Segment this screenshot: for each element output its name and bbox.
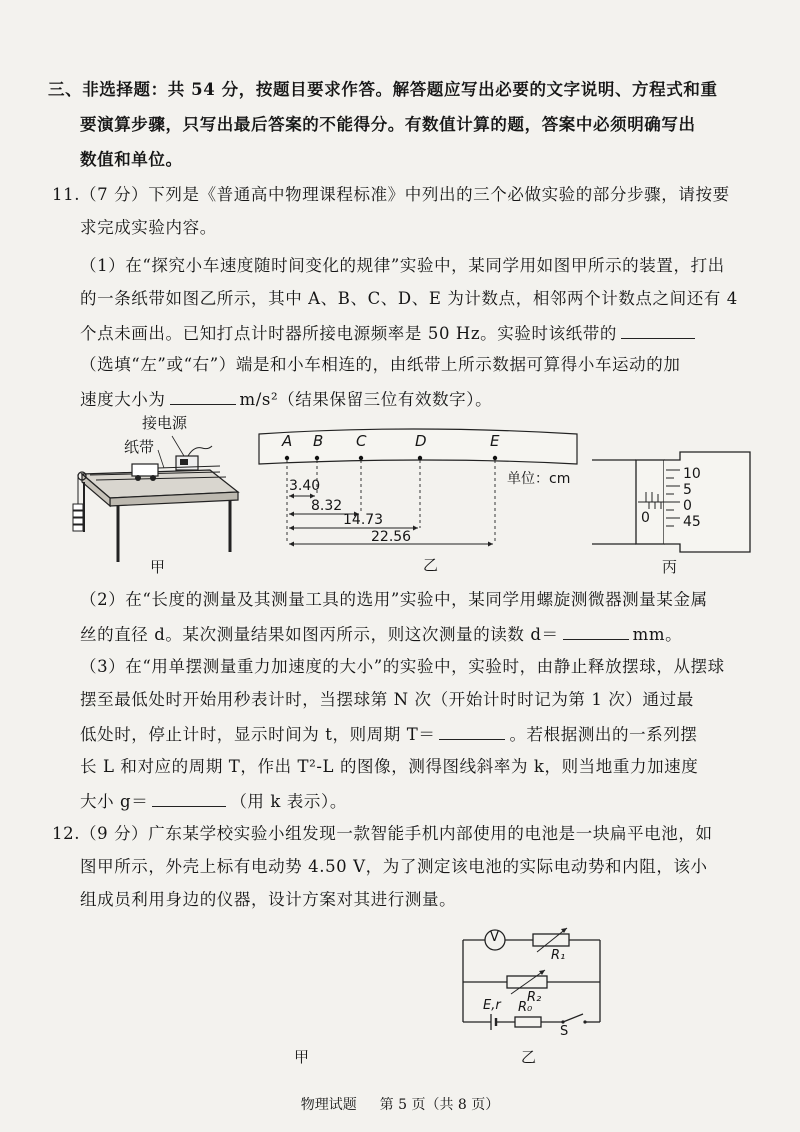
answer-blank-gravity[interactable] [152,788,226,807]
q11-part1-line-4: （选填“左”或“右”）端是和小车相连的，由纸带上所示数据可算得小车运动的加 [80,355,681,374]
q11-part3-line-3 [80,721,698,747]
q11-part1-line-5-text: 速度大小为 [80,390,166,409]
footer-subject: 物理试题 [300,1097,357,1113]
label-r1: R₁ [551,948,566,963]
q11-part1-line-5-unit: m/s²（结果保留三位有效数字）。 [239,390,493,409]
label-switch: S [560,1024,569,1039]
page-footer [0,1094,800,1114]
q11-part1-line-3-text: 个点未画出。已知打点计时器所接电源频率是 50 Hz。实验时该纸带的 [80,324,617,343]
figure-bing-label: 丙 [662,558,678,576]
distance-ac: 8.32 [311,498,343,514]
tape-unit: 单位：cm [507,471,571,487]
circuit-drawing [455,922,615,1042]
distance-ae: 22.56 [371,529,412,545]
tape-point-d: D [415,432,427,450]
answer-blank-acceleration[interactable] [170,386,236,405]
section-header-line-2: 要演算步骤，只写出最后答案的不能得分。有数值计算的题，答案中必须明确写出 [80,115,696,134]
thimble-tick-5: 5 [683,482,692,498]
q11-part2-line-1: （2）在“长度的测量及其测量工具的选用”实验中，某同学用螺旋测微器测量某金属 [80,590,708,609]
sleeve-zero: 0 [641,510,650,526]
q11-part2-line-2 [80,621,682,647]
q11-part2-line-2-text: 丝的直径 d。某次测量结果如图丙所示，则这次测量的读数 d＝ [80,625,559,644]
thimble-tick-10: 10 [683,466,701,482]
q11-part1-line-5 [80,386,492,412]
q11-part1-line-2: 的一条纸带如图乙所示，其中 A、B、C、D、E 为计数点，相邻两个计数点之间还有 4 [80,289,738,308]
q11-intro-line-2: 求完成实验内容。 [80,218,217,237]
q11-part1-line-1: （1）在“探究小车速度随时间变化的规律”实验中，某同学用如图甲所示的装置，打出 [80,256,725,275]
figure-q12-jia-label: 甲 [294,1048,310,1066]
q11-part3-line-3-text: 低处时，停止计时，显示时间为 t，则周期 T＝ [80,725,436,744]
tape-point-b: B [313,432,324,450]
q11-part3-line-3-tail: 。若根据测出的一系列摆 [509,725,698,744]
tape-point-a: A [282,432,293,450]
figure-jia-apparatus [60,412,260,577]
q12-line-2: 图甲所示，外壳上标有电动势 4.50 V，为了测定该电池的实际电动势和内阻，该小 [80,857,708,876]
q12-line-3: 组成员利用身边的仪器，设计方案对其进行测量。 [80,890,457,909]
voltmeter-icon: V [490,930,499,945]
label-emf: E,r [483,998,501,1013]
q11-part3-line-5-text: 大小 g＝ [80,792,149,811]
q11-part3-line-4: 长 L 和对应的周期 T，作出 T²-L 的图像，测得图线斜率为 k，则当地重力加速度 [80,757,699,776]
answer-blank-period[interactable] [439,721,505,740]
distance-ad: 14.73 [343,512,384,528]
label-r0: R₀ [518,1000,533,1015]
tape-point-e: E [490,432,500,450]
section-header-line-3: 数值和单位。 [80,150,183,169]
q11-intro-line-1: 11.（7 分）下列是《普通高中物理课程标准》中列出的三个必做实验的部分步骤，请按要 [52,185,730,204]
distance-ab: 3.40 [289,478,321,494]
q11-part3-line-5 [80,788,347,814]
figure-jia-label: 甲 [150,558,166,576]
thimble-tick-0: 0 [683,498,692,514]
q11-part3-line-5-tail: （用 k 表示）。 [230,792,347,811]
label-paper-tape: 纸带 [124,438,155,456]
tape-point-c: C [356,432,367,450]
q11-part3-line-2: 摆至最低处时开始用秒表计时，当摆球第 N 次（开始计时时记为第 1 次）通过最 [80,690,694,709]
label-r2: R₂ [527,990,542,1005]
q12-line-1: 12.（9 分）广东某学校实验小组发现一款智能手机内部使用的电池是一块扁平电池，如 [52,824,713,843]
thimble-tick-45: 45 [683,514,701,530]
apparatus-drawing [60,412,260,577]
q11-part2-line-2-unit: mm。 [632,625,683,644]
answer-blank-diameter[interactable] [563,621,629,640]
section-header-line-1: 三、非选择题：共 54 分，按题目要求作答。解答题应写出必要的文字说明、方程式和重 [48,80,718,99]
figure-q12-yi-label: 乙 [521,1048,537,1066]
figure-yi-label: 乙 [423,556,439,574]
footer-page-number: 第 5 页（共 8 页） [379,1097,500,1113]
figure-yi-paper-tape [255,420,585,580]
answer-blank-tape-end[interactable] [621,320,695,339]
label-power-supply: 接电源 [142,414,188,432]
figure-q12-circuit [455,922,615,1042]
q11-part3-line-1: （3）在“用单摆测量重力加速度的大小”的实验中，实验时，由静止释放摆球，从摆球 [80,657,725,676]
q11-part1-line-3 [80,320,695,346]
figure-bing-micrometer [590,432,755,580]
